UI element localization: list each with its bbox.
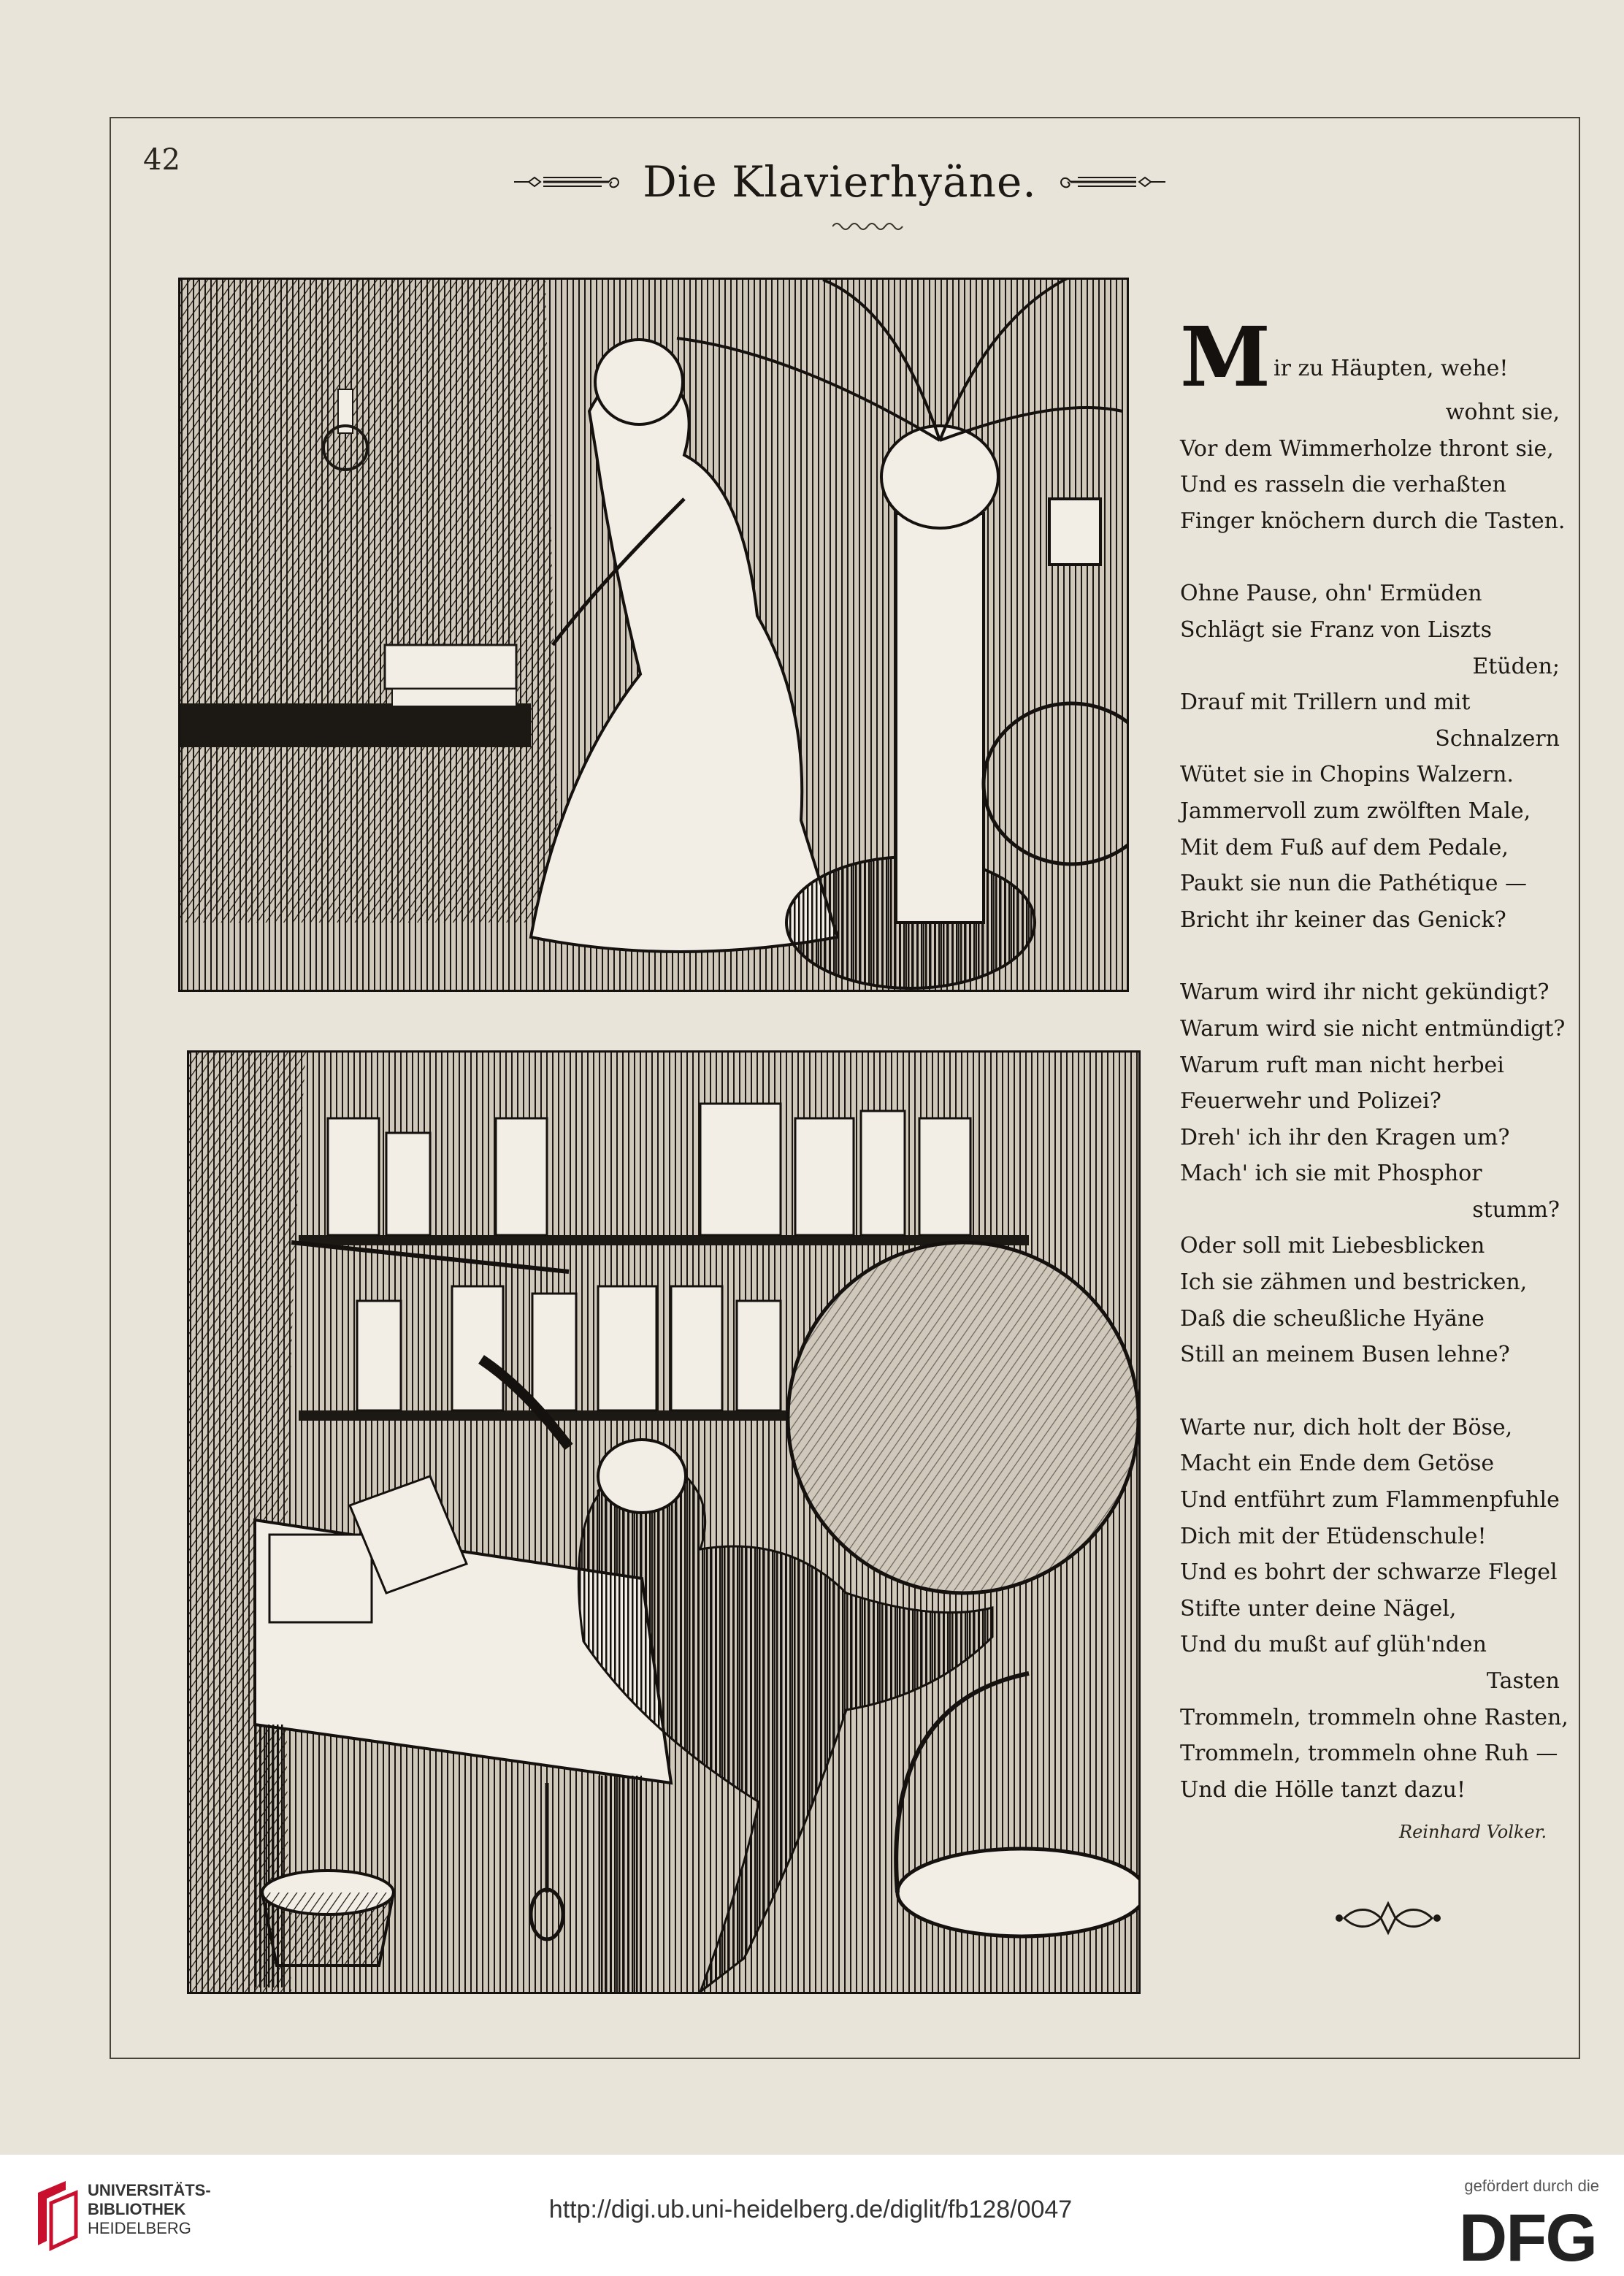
poem-line: Warum wird sie nicht entmündigt? <box>1180 1015 1566 1042</box>
poem-line: Trommeln, trommeln ohne Rasten, <box>1180 1704 1569 1730</box>
digitization-footer <box>0 2155 1624 2276</box>
poem-line: Etüden; <box>1472 653 1560 679</box>
poem-line: wohnt sie, <box>1445 400 1560 425</box>
poem-line: Trommeln, trommeln ohne Ruh — <box>1180 1741 1558 1767</box>
poem-line: Macht ein Ende dem Getöse <box>1180 1451 1495 1477</box>
poem-line: Dreh' ich ihr den Kragen um? <box>1180 1124 1510 1150</box>
library-name[interactable] <box>88 2181 211 2238</box>
poem-line: Daß die scheußliche Hyäne <box>1180 1305 1485 1332</box>
poem-line: Ich sie zähmen und bestricken, <box>1180 1269 1528 1296</box>
permalink-url[interactable]: http://digi.ub.uni-heidelberg.de/diglit/fb128/0047 <box>548 2196 1073 2223</box>
poem-stanza <box>1180 1410 1574 1809</box>
poem-line: Vor dem Wimmerholze thront sie, <box>1180 435 1554 462</box>
poem-line: Bricht ihr keiner das Genick? <box>1180 906 1506 933</box>
library-name-line-3: HEIDELBERG <box>88 2219 191 2237</box>
library-name-line-1: UNIVERSITÄTS- <box>88 2181 211 2199</box>
illustration-piano-player <box>178 278 1129 992</box>
page-number: 42 <box>143 143 180 177</box>
poem-line: Mit dem Fuß auf dem Pedale, <box>1180 834 1509 860</box>
poem-line: Tasten <box>1486 1668 1560 1694</box>
dfg-logo[interactable]: DFG <box>1458 2201 1596 2275</box>
poem-line: Und die Hölle tanzt dazu! <box>1180 1776 1466 1803</box>
illustration-despairing-writer <box>187 1050 1141 1994</box>
university-library-logo-icon[interactable] <box>34 2178 80 2251</box>
poem-line: stumm? <box>1472 1196 1560 1223</box>
poem-line: Finger knöchern durch die Tasten. <box>1180 508 1566 534</box>
poem-author: Reinhard Volker. <box>1399 1822 1547 1842</box>
poem-stanza <box>1180 974 1574 1373</box>
poem-line: Paukt sie nun die Pathétique — <box>1180 871 1528 897</box>
funded-by-label: gefördert durch die <box>1464 2177 1599 2195</box>
poem-line: Dich mit der Etüdenschule! <box>1180 1523 1487 1549</box>
right-flourish-icon <box>1056 171 1165 193</box>
poem-line: Ohne Pause, ohn' Ermüden <box>1180 581 1482 607</box>
poem-line: Stifte unter deine Nägel, <box>1180 1595 1457 1622</box>
poem-line: Schnalzern <box>1435 725 1560 752</box>
poem-line: Warte nur, dich holt der Böse, <box>1180 1414 1513 1440</box>
poem-line: Mach' ich sie mit Phosphor <box>1180 1161 1482 1187</box>
left-flourish-icon <box>514 171 624 193</box>
poem-line: Und es bohrt der schwarze Flegel <box>1180 1559 1558 1586</box>
poem-line: Schlägt sie Franz von Liszts <box>1180 616 1492 643</box>
poem-line: Warum ruft man nicht herbei <box>1180 1052 1504 1078</box>
poem-line: Jammervoll zum zwölften Male, <box>1180 798 1531 824</box>
page-title: Die Klavierhyäne. <box>643 157 1037 207</box>
poem-first-line <box>1180 310 1574 405</box>
poem-line: Wütet sie in Chopins Walzern. <box>1180 762 1514 788</box>
poem-line: Oder soll mit Liebesblicken <box>1180 1233 1485 1259</box>
poem-line: Warum wird ihr nicht gekündigt? <box>1180 979 1550 1006</box>
poem <box>1180 310 1574 1844</box>
end-vignette-icon <box>1333 1896 1443 1940</box>
poem-stanza <box>1180 394 1574 539</box>
poem-first-line-text: ir zu Häupten, wehe! <box>1273 356 1509 382</box>
poem-line: Und du mußt auf glüh'nden <box>1180 1632 1487 1658</box>
library-name-line-2: BIBLIOTHEK <box>88 2200 186 2218</box>
poem-line: Feuerwehr und Polizei? <box>1180 1088 1441 1115</box>
poem-line: Und es rasseln die verhaßten <box>1180 472 1506 498</box>
poem-stanza <box>1180 576 1574 938</box>
poem-stanzas <box>1180 394 1574 1808</box>
decorated-initial: M <box>1180 310 1271 405</box>
title-row <box>511 156 1168 207</box>
title-underline-squiggle-icon <box>832 219 905 234</box>
poem-line: Drauf mit Trillern und mit <box>1180 690 1471 716</box>
poem-line: Und entführt zum Flammenpfuhle <box>1180 1487 1560 1513</box>
poem-line: Still an meinem Busen lehne? <box>1180 1342 1510 1368</box>
